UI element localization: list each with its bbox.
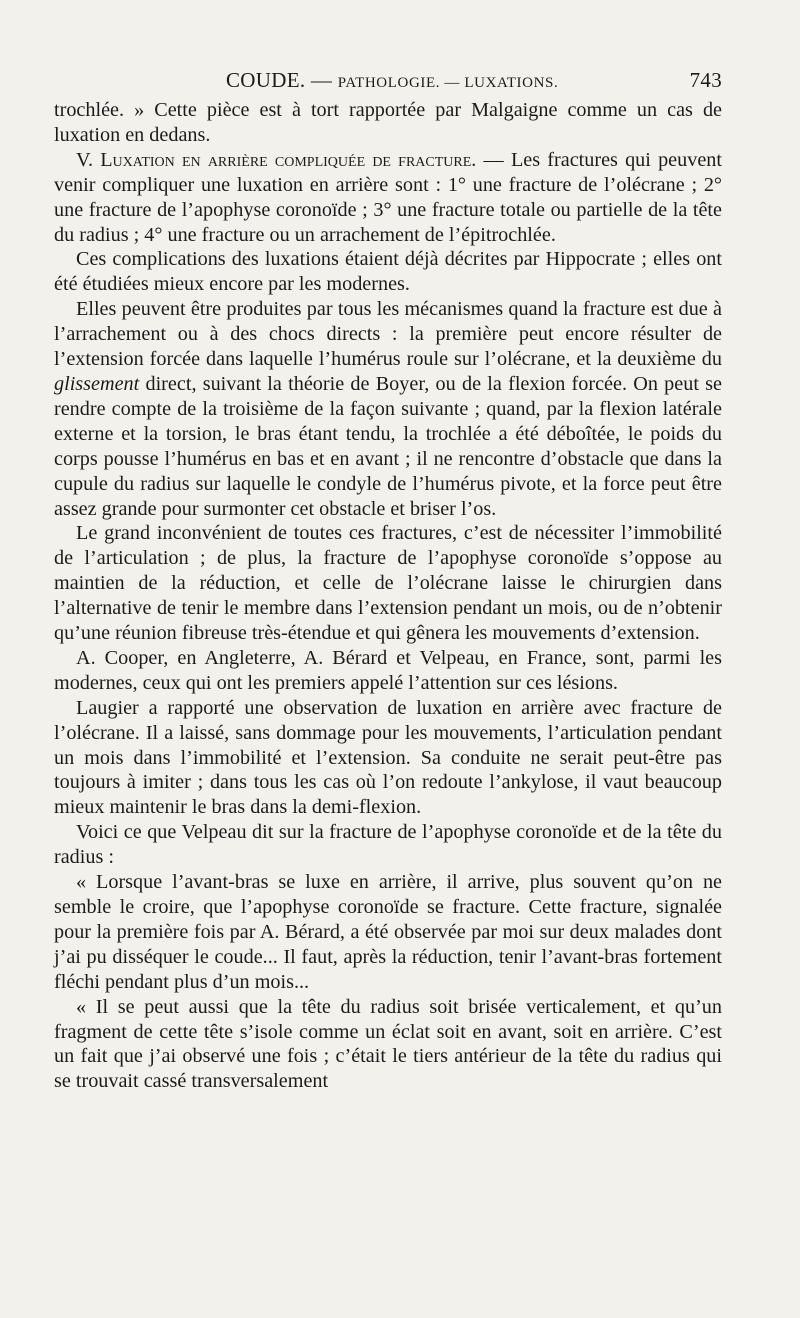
page-number: 743	[689, 68, 722, 92]
italic-term: glissement	[54, 372, 140, 395]
running-header	[54, 64, 722, 98]
body-text	[54, 98, 722, 1094]
paragraph-text: Elles peuvent être produites par tous les mécanismes quand la fracture est due à l’arrachement ou à des chocs directs : la première peut encore résulter de l’extension forcée dans laquelle l’humérus roule sur l’olécrane, et la deuxième du	[54, 298, 722, 371]
paragraph	[54, 297, 722, 521]
paragraph: A. Cooper, en Angleterre, A. Bérard et Velpeau, en France, sont, parmi les modernes, ceux qui ont les premiers appelé l’attention sur ces lésions.	[54, 646, 722, 694]
paragraph-text: direct, suivant la théorie de Boyer, ou de la flexion forcée. On peut se rendre compte de la troisième de la façon suivante ; quand, par la flexion latérale externe et la torsion, le bras étant tendu, la trochlée a été déboîtée, le poids du corps pousse l’humérus en bas et en avant ; il ne rencontre d’obstacle que dans la cupule du radius sur laquelle le condyle de l’humérus pivote, et la force peut être assez grande pour surmonter cet obstacle et briser l’os.	[54, 372, 722, 520]
section-paragraph	[54, 148, 722, 248]
quotation-paragraph: « Lorsque l’avant-bras se luxe en arrière, il arrive, plus souvent qu’on ne semble le croire, que l’apophyse coronoïde se fracture. Cette fracture, signalée pour la première fois par A. Bérard, a été observée par moi sur deux malades dont j’ai pu disséquer le coude... Il faut, après la réduction, tenir l’avant-bras fortement fléchi pendant plus d’un mois...	[54, 871, 722, 993]
quotation-paragraph: « Il se peut aussi que la tête du radius soit brisée verticalement, et qu’un fragment de cette tête s’isole comme un éclat soit en avant, soit en arrière. C’est un fait que j’ai observé une fois ; c’était le tiers antérieur de la tête du radius qui se trouvait cassé transversalement	[54, 995, 722, 1093]
paragraph: trochlée. » Cette pièce est à tort rapportée par Malgaigne comme un cas de luxation en dedans.	[54, 99, 722, 146]
running-head	[226, 68, 558, 93]
paragraph: Voici ce que Velpeau dit sur la fracture de l’apophyse coronoïde et de la tête du radius :	[54, 821, 722, 869]
paragraph: Laugier a rapporté une observation de luxation en arrière avec fracture de l’olécrane. Il a laissé, sans dommage pour les mouvements, l’articulation pendant un mois dans l’immobilité et l’extension. Sa conduite ne serait peut-être pas toujours à imiter ; dans tous les cas où l’on redoute l’ankylose, il vaut beaucoup mieux maintenir le bras dans la demi-flexion.	[54, 696, 722, 819]
running-head-sub: PATHOLOGIE. — LUXATIONS.	[337, 75, 559, 91]
section-heading: V. Luxation en arrière compliquée de fracture.	[76, 148, 477, 171]
paragraph: Le grand inconvénient de toutes ces fractures, c’est de nécessiter l’immobilité de l’articulation ; de plus, la fracture de l’apophyse coronoïde s’oppose au maintien de la réduction, et celle de l’olécrane laisse le chirurgien dans l’alternative de tenir le membre dans l’extension pendant un mois, ou de n’obtenir qu’une réunion fibreuse très-étendue et qui gênera les mouvements d’extension.	[54, 522, 722, 645]
paragraph: Ces complications des luxations étaient déjà décrites par Hippocrate ; elles ont été étudiées mieux encore par les modernes.	[54, 248, 722, 296]
running-head-main: COUDE. —	[226, 68, 338, 92]
section-text: — Les fractures qui peuvent venir compliquer une luxation en arrière sont : 1° une fracture de l’olécrane ; 2° une fracture de l’apophyse coronoïde ; 3° une fracture totale ou partielle de la tête du radius ; 4° une fracture ou un arrachement de l’épitrochlée.	[54, 148, 722, 246]
